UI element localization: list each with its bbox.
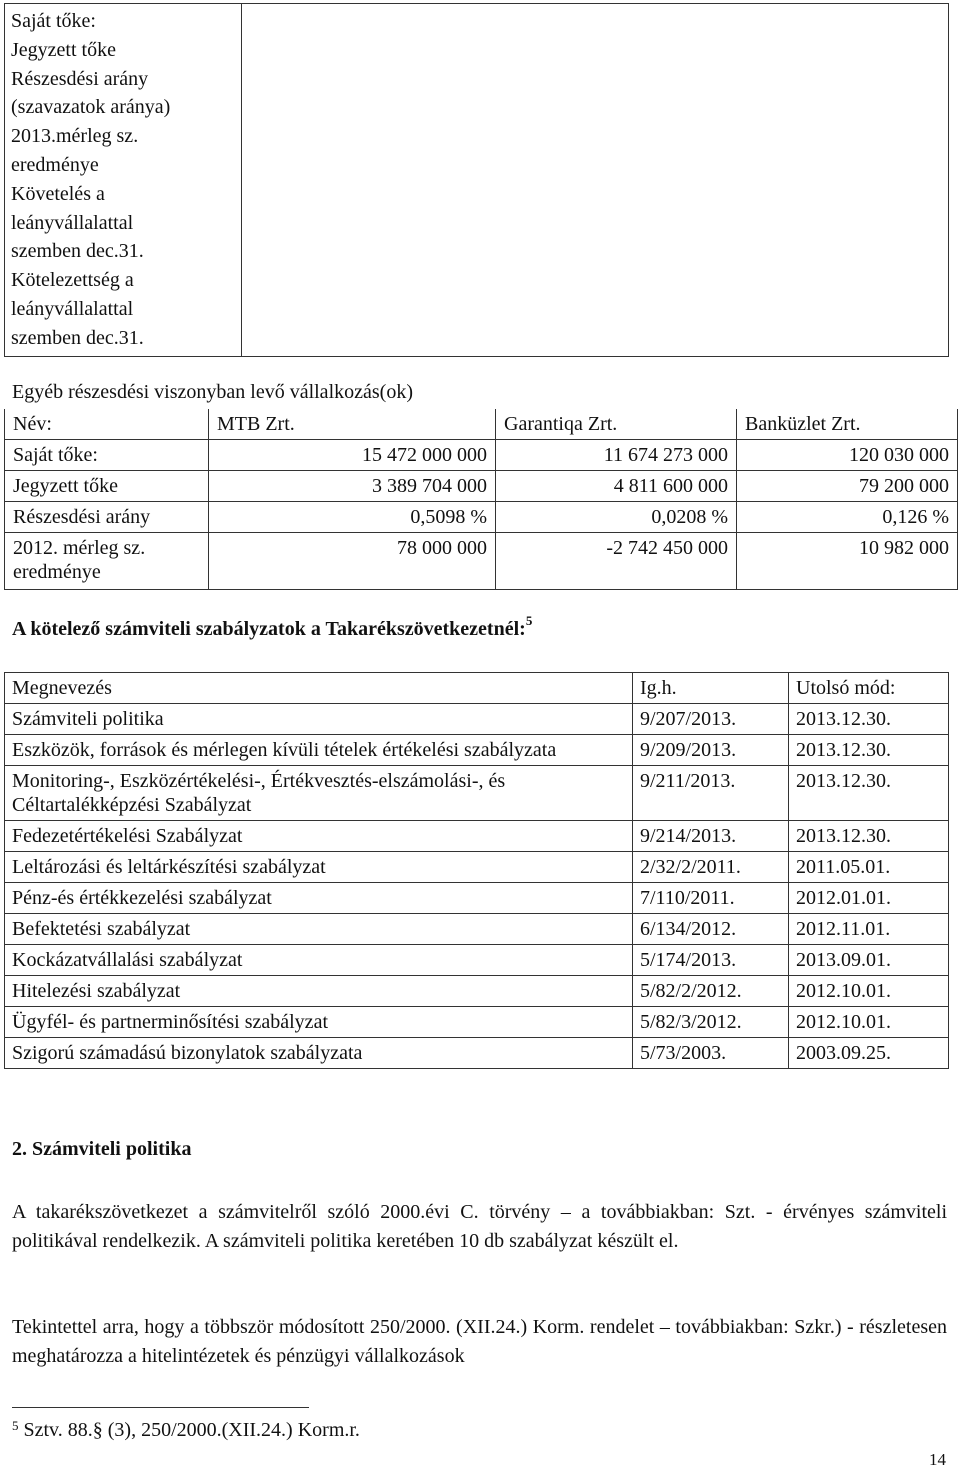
label-line: Jegyzett tőke	[11, 38, 116, 61]
table-row	[5, 440, 958, 471]
rule-name: Eszközök, források és mérlegen kívüli tételek értékelési szabályzata	[5, 735, 633, 766]
label-line: 2013.mérleg sz.	[11, 125, 139, 148]
paragraph: Tekintettel arra, hogy a többször módosított 250/2000. (XII.24.) Korm. rendelet – továbbiakban: Szkr.) - részletesen meghatározza a hitelintézetek és pénzügyi vállalkozások	[12, 1316, 947, 1367]
table-row	[5, 704, 949, 735]
label-line: leányvállalattal	[11, 211, 134, 234]
rule-name: Pénz-és értékkezelési szabályzat	[5, 883, 633, 914]
label-line: Részesdési arány	[11, 67, 149, 90]
cell-value: 0,5098 %	[209, 502, 496, 533]
table-row	[5, 1038, 949, 1069]
rules-table	[4, 672, 949, 1069]
cell-value: 4 811 600 000	[496, 471, 737, 502]
rule-date: 2013.09.01.	[789, 945, 949, 976]
other-holdings-title: Egyéb részesdési viszonyban levő vállalkozás(ok)	[12, 381, 413, 403]
rule-ref: 6/134/2012.	[633, 914, 789, 945]
rule-date: 2013.12.30.	[789, 735, 949, 766]
header-col2: Garantiqa Zrt.	[496, 409, 737, 440]
table-row	[5, 766, 949, 821]
rules-heading	[12, 613, 533, 641]
table-row	[5, 735, 949, 766]
subsidiary-labels-cell	[5, 4, 242, 357]
rule-name: Hitelezési szabályzat	[5, 976, 633, 1007]
header-col3: Banküzlet Zrt.	[737, 409, 958, 440]
cell-value: 0,0208 %	[496, 502, 737, 533]
table-row	[5, 883, 949, 914]
rule-ref: 9/209/2013.	[633, 735, 789, 766]
table-row	[5, 852, 949, 883]
rule-name: Leltározási és leltárkészítési szabályzat	[5, 852, 633, 883]
table-row	[5, 533, 958, 590]
cell-value: 3 389 704 000	[209, 471, 496, 502]
paragraph: A takarékszövetkezet a számvitelről szóló 2000.évi C. törvény – a továbbiakban: Szt. - érvényes számviteli politikával rendelkezik. A számviteli politika keretében 10 db szabályzat készült el.	[12, 1201, 947, 1252]
label-line: leányvállalattal	[11, 297, 134, 320]
label-line: eredménye	[11, 153, 99, 176]
rule-date: 2012.10.01.	[789, 1007, 949, 1038]
rule-date: 2012.10.01.	[789, 976, 949, 1007]
footnote-text: Sztv. 88.§ (3), 250/2000.(XII.24.) Korm.r.	[23, 1419, 360, 1441]
cell-value: 0,126 %	[737, 502, 958, 533]
rule-name: Számviteli politika	[5, 704, 633, 735]
rule-ref: 2/32/2/2011.	[633, 852, 789, 883]
rule-date: 2013.12.30.	[789, 766, 949, 821]
cell-value: -2 742 450 000	[496, 533, 737, 590]
header-col1: MTB Zrt.	[209, 409, 496, 440]
other-holdings-table	[4, 409, 958, 590]
table-row	[5, 945, 949, 976]
rule-date: 2011.05.01.	[789, 852, 949, 883]
table-header-row	[5, 673, 949, 704]
table-row	[5, 976, 949, 1007]
cell-value: 78 000 000	[209, 533, 496, 590]
rules-heading-text: A kötelező számviteli szabályzatok a Takarékszövetkezetnél:	[12, 618, 526, 640]
rule-date: 2012.01.01.	[789, 883, 949, 914]
rule-name: Szigorú számadású bizonylatok szabályzata	[5, 1038, 633, 1069]
footnote-divider	[12, 1407, 309, 1408]
cell-value: 15 472 000 000	[209, 440, 496, 471]
table-row	[5, 471, 958, 502]
section-title: 2. Számviteli politika	[12, 1138, 192, 1160]
rule-ref: 7/110/2011.	[633, 883, 789, 914]
page-number: 14	[929, 1450, 946, 1469]
rule-name: Monitoring-, Eszközértékelési-, Értékvesztés-elszámolási-, és Céltartalékképzési Szabályzat	[5, 766, 633, 821]
rule-ref: 5/73/2003.	[633, 1038, 789, 1069]
rule-date: 2012.11.01.	[789, 914, 949, 945]
cell-value: 11 674 273 000	[496, 440, 737, 471]
table-header-row	[5, 409, 958, 440]
rule-ref: 5/82/3/2012.	[633, 1007, 789, 1038]
label-line: Saját tőke:	[11, 10, 96, 32]
label-line: Kötelezettség a	[11, 269, 134, 292]
rule-name: Ügyfél- és partnerminősítési szabályzat	[5, 1007, 633, 1038]
row-label: 2012. mérleg sz. eredménye	[5, 533, 209, 590]
rule-name: Kockázatvállalási szabályzat	[5, 945, 633, 976]
footnote-ref: 5	[525, 613, 533, 628]
row-label: Részesdési arány	[5, 502, 209, 533]
rule-ref: 5/82/2/2012.	[633, 976, 789, 1007]
table-row	[5, 914, 949, 945]
rule-ref: 5/174/2013.	[633, 945, 789, 976]
rule-name: Befektetési szabályzat	[5, 914, 633, 945]
rule-date: 2013.12.30.	[789, 704, 949, 735]
rule-ref: 9/207/2013.	[633, 704, 789, 735]
header-name: Megnevezés	[5, 673, 633, 704]
rule-name: Fedezetértékelési Szabályzat	[5, 821, 633, 852]
rule-ref: 9/211/2013.	[633, 766, 789, 821]
subsidiary-values-cell	[242, 4, 949, 357]
subsidiary-table	[4, 3, 949, 357]
table-row	[5, 502, 958, 533]
cell-value: 10 982 000	[737, 533, 958, 590]
footnote	[12, 1418, 360, 1442]
header-ref: Ig.h.	[633, 673, 789, 704]
footnote-number: 5	[12, 1418, 19, 1433]
label-line: Követelés a	[11, 182, 105, 205]
rule-ref: 9/214/2013.	[633, 821, 789, 852]
header-name-label: Név:	[5, 409, 209, 440]
cell-value: 120 030 000	[737, 440, 958, 471]
label-line: szemben dec.31.	[11, 240, 144, 263]
rule-date: 2003.09.25.	[789, 1038, 949, 1069]
label-line: szemben dec.31.	[11, 326, 144, 349]
row-label: Saját tőke:	[5, 440, 209, 471]
table-row	[5, 821, 949, 852]
row-label: Jegyzett tőke	[5, 471, 209, 502]
rule-date: 2013.12.30.	[789, 821, 949, 852]
cell-value: 79 200 000	[737, 471, 958, 502]
table-row	[5, 1007, 949, 1038]
header-date: Utolsó mód:	[789, 673, 949, 704]
label-line: (szavazatok aránya)	[11, 96, 171, 119]
